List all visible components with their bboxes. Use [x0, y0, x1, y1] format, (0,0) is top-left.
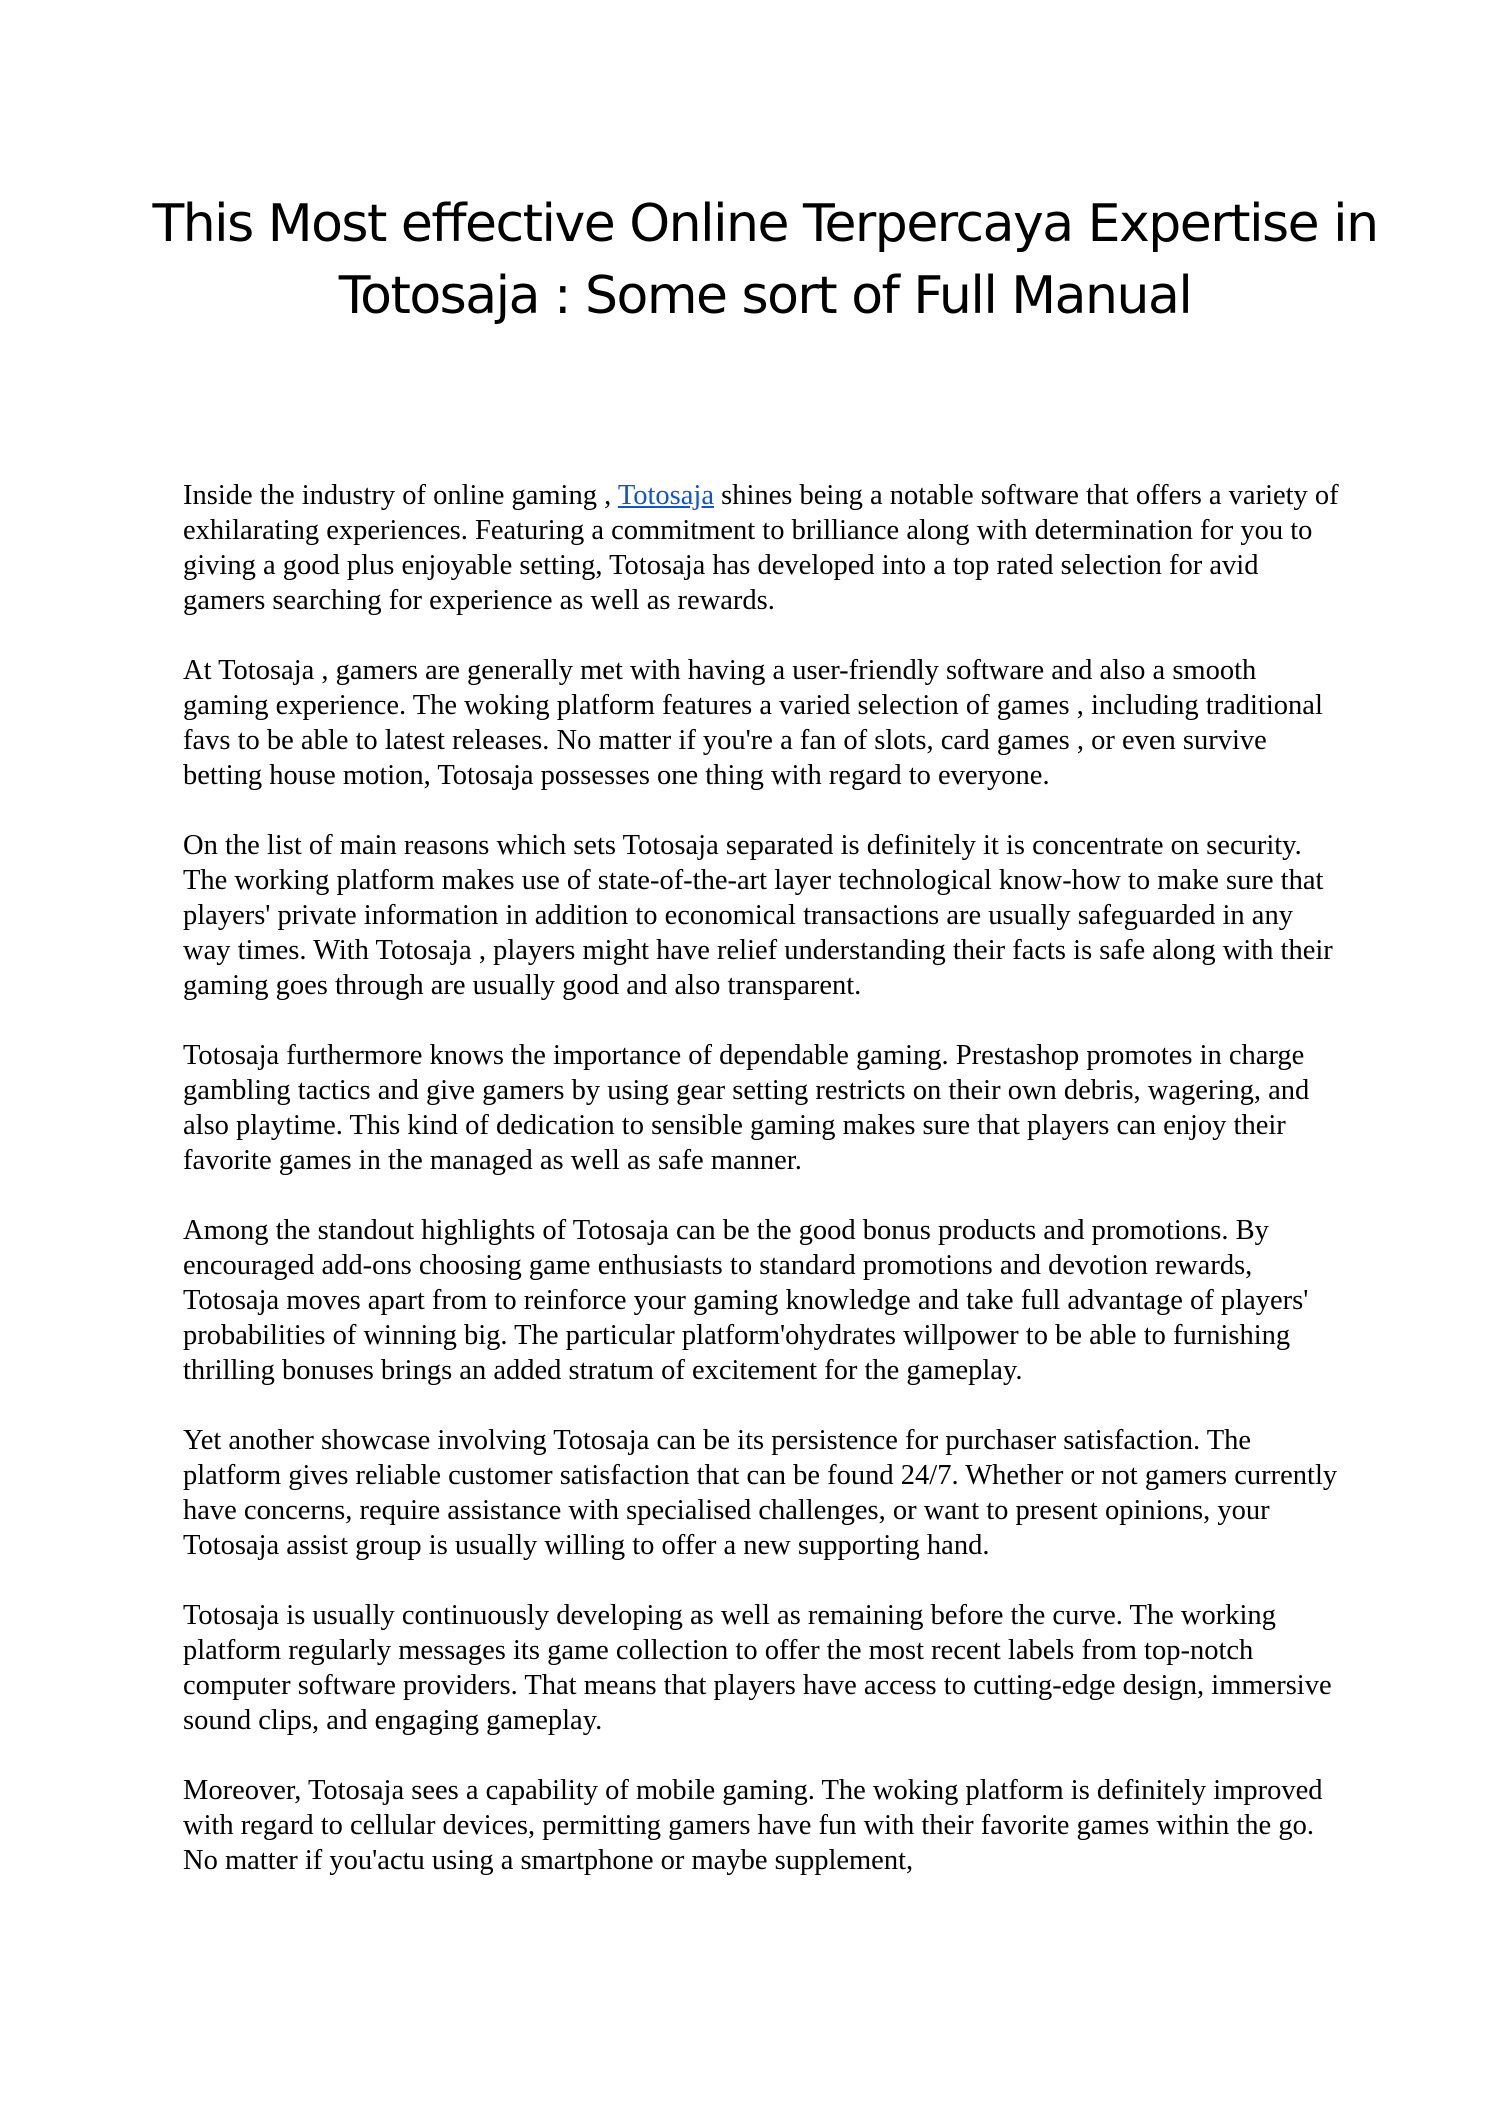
paragraph-8: Moreover, Totosaja sees a capability of mobile gaming. The woking platform is definitely improved with regard to cellular devices, permitting gamers have fun with their favorite games within the go. No matter if you'actu using a smartphone or maybe supplement, — [183, 1775, 1323, 1876]
totosaja-link[interactable]: Totosaja — [617, 480, 714, 511]
paragraph-1-before: Inside the industry of online gaming , — [183, 480, 618, 511]
paragraph-1-after: shines being a notable software that offers a variety of exhilarating experiences. Featuring a commitment to brilliance along with determination for you to giving a good plus enjoyable setting, Totosaja has developed into a top rated selection for avid gamers searching for experience as well as rewards. — [183, 480, 1339, 616]
document-body — [183, 478, 1343, 1913]
paragraph-3: On the list of main reasons which sets Totosaja separated is definitely it is concentrate on security. The working platform makes use of state-of-the-art layer technological know-how to make sure that players' private information in addition to economical transactions are usually safeguarded in any way times. With Totosaja , players might have relief understanding their facts is safe along with their gaming goes through are usually good and also transparent. — [183, 830, 1333, 1001]
paragraph-5: Among the standout highlights of Totosaja can be the good bonus products and promotions. By encouraged add-ons choosing game enthusiasts to standard promotions and devotion rewards, Totosaja moves apart from to reinforce your gaming knowledge and take full advantage of players' probabilities of winning big. The particular platform'ohydrates willpower to be able to furnishing thrilling bonuses brings an added stratum of excitement for the gameplay. — [183, 1215, 1309, 1386]
paragraph-4: Totosaja furthermore knows the importance of dependable gaming. Prestashop promotes in charge gambling tactics and give gamers by using gear setting restricts on their own debris, wagering, and also playtime. This kind of dedication to sensible gaming makes sure that players can enjoy their favorite games in the managed as well as safe manner. — [183, 1040, 1310, 1176]
document-title: This Most effective Online Terpercaya Expertise in Totosaja : Some sort of Full Manual — [152, 194, 1378, 326]
paragraph-6: Yet another showcase involving Totosaja can be its persistence for purchaser satisfaction. The platform gives reliable customer satisfaction that can be found 24/7. Whether or not gamers currently have concerns, require assistance with specialised challenges, or want to present opinions, your Totosaja assist group is usually willing to offer a new supporting hand. — [183, 1425, 1338, 1561]
paragraph-2: At Totosaja , gamers are generally met with having a user-friendly software and also a smooth gaming experience. The woking platform features a varied selection of games , including traditional favs to be able to latest releases. No matter if you're a fan of slots, card games , or even survive betting house motion, Totosaja possesses one thing with regard to everyone. — [183, 655, 1323, 791]
paragraph-7: Totosaja is usually continuously developing as well as remaining before the curve. The working platform regularly messages its game collection to offer the most recent labels from top-notch computer software providers. That means that players have access to cutting-edge design, immersive sound clips, and engaging gameplay. — [183, 1600, 1332, 1736]
paragraph-1 — [183, 478, 1343, 618]
